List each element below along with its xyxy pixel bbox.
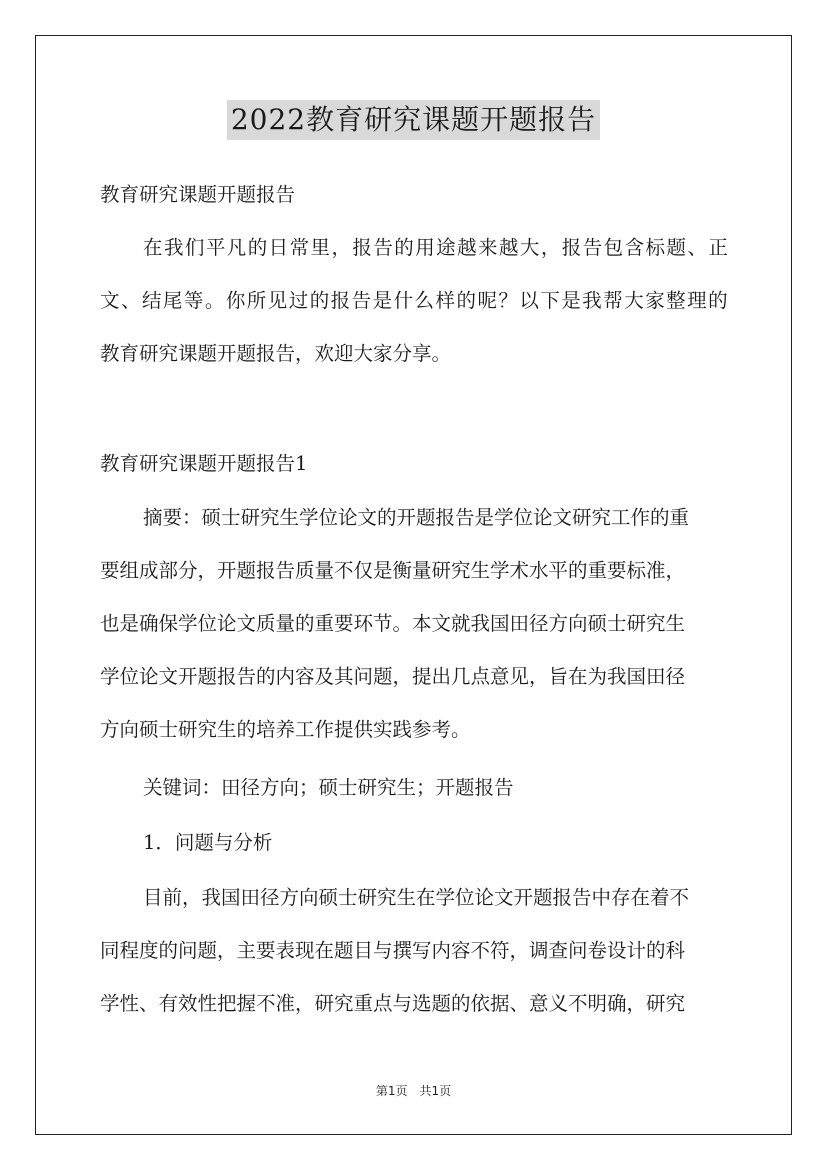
page-footer: 第1页 共1页 bbox=[375, 1084, 452, 1098]
keywords: 关键词：田径方向；硕士研究生；开题报告 bbox=[143, 776, 514, 799]
numbered-heading: 1．问题与分析 bbox=[143, 831, 273, 854]
subtitle: 教育研究课题开题报告 bbox=[100, 183, 296, 206]
body-line-1: 目前，我国田径方向硕士研究生在学位论文开题报告中存在着不 bbox=[143, 886, 690, 909]
abstract-line-3: 也是确保学位论文质量的重要环节。本文就我国田径方向硕士研究生 bbox=[100, 612, 686, 635]
body-line-3: 学性、有效性把握不准，研究重点与选题的依据、意义不明确，研究 bbox=[100, 992, 686, 1015]
intro-line-3: 教育研究课题开题报告，欢迎大家分享。 bbox=[100, 342, 452, 365]
section-heading: 教育研究课题开题报告1 bbox=[100, 452, 308, 475]
body-line-2: 同程度的问题，主要表现在题目与撰写内容不符，调查问卷设计的科 bbox=[100, 939, 686, 962]
intro-line-1: 在 我 们 平 凡 的 日 常 里 ， 报 告 的 用 途 越 来 越 大 ， 报 告 包 含 标 题 、 正 bbox=[143, 236, 728, 259]
abstract-line-4: 学位论文开题报告的内容及其问题，提出几点意见，旨在为我国田径 bbox=[100, 665, 686, 688]
intro-line-2: 文 、 结 尾 等 。 你 所 见 过 的 报 告 是 什 么 样 的 呢 ？ 以 下 是 我 帮 大 家 整 理 的 bbox=[100, 289, 728, 312]
abstract-line-2: 要组成部分，开题报告质量不仅是衡量研究生学术水平的重要标准， bbox=[100, 559, 686, 582]
title-container bbox=[0, 100, 827, 140]
document-title: 2022教育研究课题开题报告 bbox=[227, 100, 600, 140]
abstract-line-5: 方向硕士研究生的培养工作提供实践参考。 bbox=[100, 718, 471, 741]
abstract-line-1: 摘要：硕士研究生学位论文的开题报告是学位论文研究工作的重 bbox=[143, 506, 690, 529]
